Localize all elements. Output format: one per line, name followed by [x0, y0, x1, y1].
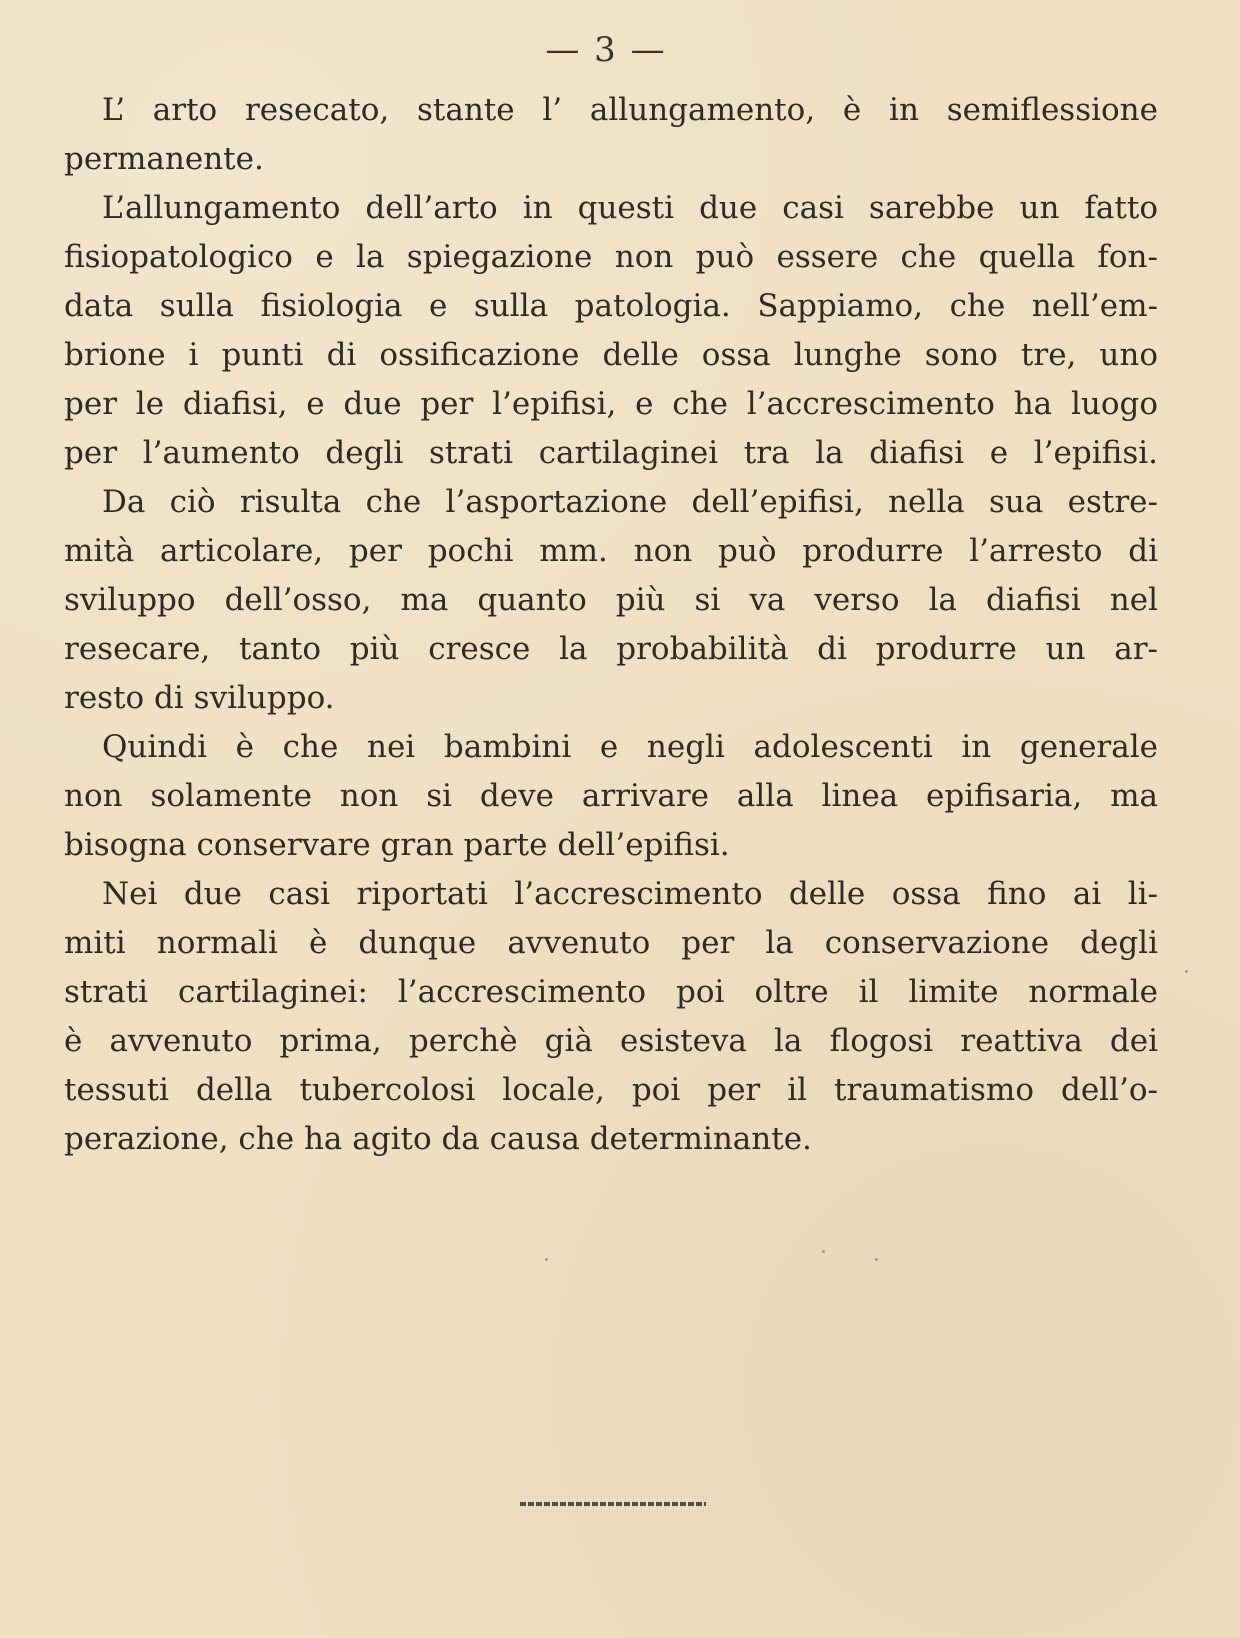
text-line: perazione, che ha agito da causa determinante. [64, 1121, 812, 1157]
text-line: strati cartilaginei: l’accrescimento poi oltre il limite normale [64, 974, 1158, 1010]
text-line: L’allungamento dell’arto in questi due casi sarebbe un fatto [102, 190, 1158, 226]
paper-speck [822, 1250, 825, 1253]
text-line: tessuti della tubercolosi locale, poi per il traumatismo dell’o- [64, 1072, 1158, 1108]
text-line: data sulla fisiologia e sulla patologia. Sappiamo, che nell’em- [64, 288, 1158, 324]
text-line: permanente. [64, 141, 264, 177]
text-line: bisogna conservare gran parte dell’epifisi. [64, 827, 730, 863]
text-line: resto di sviluppo. [64, 680, 335, 716]
text-line: resecare, tanto più cresce la probabilità di produrre un ar- [64, 631, 1158, 667]
text-line: miti normali è dunque avvenuto per la conservazione degli [64, 925, 1158, 961]
text-line: fisiopatologico e la spiegazione non può essere che quella fon- [64, 239, 1158, 275]
text-line: brione i punti di ossificazione delle ossa lunghe sono tre, uno [64, 337, 1158, 373]
paper-speck [1185, 970, 1188, 973]
text-line: sviluppo dell’osso, ma quanto più si va verso la diafisi nel [64, 582, 1158, 618]
text-line: Quindi è che nei bambini e negli adolescenti in generale [102, 729, 1158, 765]
text-line: per l’aumento degli strati cartilaginei tra la diafisi e l’epifisi. [64, 435, 1158, 471]
text-line: è avvenuto prima, perchè già esisteva la flogosi reattiva dei [64, 1023, 1158, 1059]
text-line: mità articolare, per pochi mm. non può produrre l’arresto di [64, 533, 1158, 569]
paper-speck [875, 1258, 878, 1261]
page-number: — 3 — [545, 30, 667, 70]
body-text [64, 86, 1158, 1164]
text-line: Da ciò risulta che l’asportazione dell’epifisi, nella sua estre- [102, 484, 1158, 520]
text-line: per le diafisi, e due per l’epifisi, e che l’accrescimento ha luogo [64, 386, 1158, 422]
end-ornament-rule [520, 1502, 706, 1506]
text-line: Nei due casi riportati l’accrescimento delle ossa fino ai li- [102, 876, 1158, 912]
text-line: non solamente non si deve arrivare alla linea epifisaria, ma [64, 778, 1158, 814]
paper-speck [545, 1258, 548, 1261]
text-line: L’ arto resecato, stante l’ allungamento, è in semiflessione [102, 92, 1158, 128]
